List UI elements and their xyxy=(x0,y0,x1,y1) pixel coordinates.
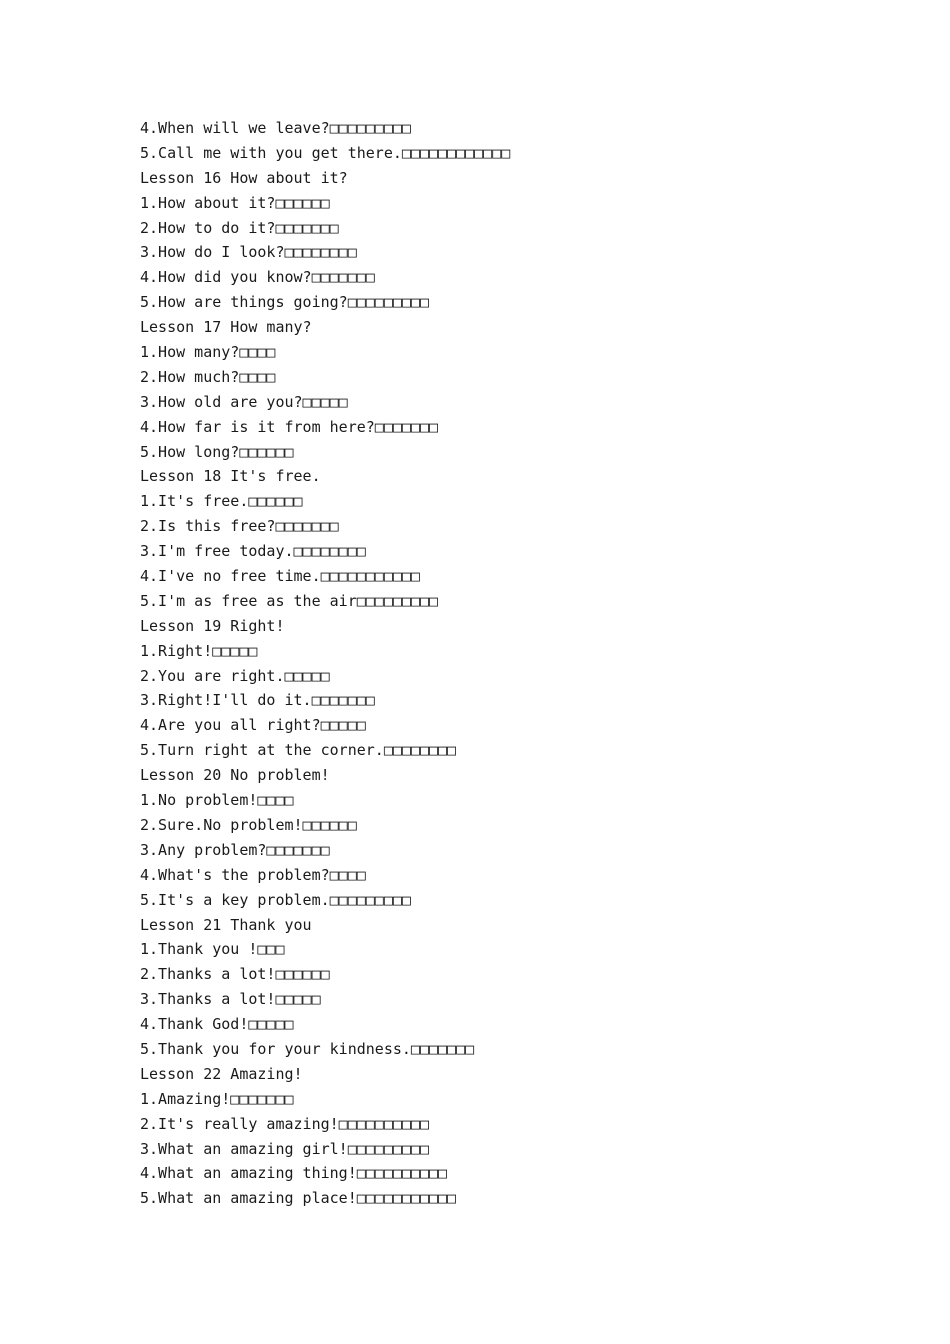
text-line: 4.Are you all right?□□□□□ xyxy=(140,716,366,735)
text-line: 4.When will we leave?□□□□□□□□□ xyxy=(140,119,411,137)
lesson-heading: Lesson 21 Thank you xyxy=(140,915,312,934)
text-line: 1.No problem!□□□□ xyxy=(140,791,294,810)
text-line: 2.Thanks a lot!□□□□□□ xyxy=(140,965,330,984)
text-line: 3.Thanks a lot!□□□□□ xyxy=(140,990,321,1009)
text-line: 4.Thank God!□□□□□ xyxy=(140,1015,294,1034)
text-line: 4.What's the problem?□□□□ xyxy=(140,865,366,884)
text-line: 4.How did you know?□□□□□□□ xyxy=(140,268,375,287)
text-line: 2.How to do it?□□□□□□□ xyxy=(140,218,339,237)
lesson-heading: Lesson 19 Right! xyxy=(140,616,285,635)
lesson-heading: Lesson 18 It's free. xyxy=(140,467,321,486)
text-line: 5.How long?□□□□□□ xyxy=(140,442,294,461)
document-body xyxy=(140,116,900,1211)
text-line: 3.Right!I'll do it.□□□□□□□ xyxy=(140,691,375,710)
text-line: 2.Is this free?□□□□□□□ xyxy=(140,517,339,536)
text-line: 5.I'm as free as the air□□□□□□□□□ xyxy=(140,591,439,610)
text-line: 5.Turn right at the corner.□□□□□□□□ xyxy=(140,741,457,760)
text-line: 3.How old are you?□□□□□ xyxy=(140,392,348,411)
text-line: 4.I've no free time.□□□□□□□□□□□ xyxy=(140,567,420,586)
text-line: 2.It's really amazing!□□□□□□□□□□ xyxy=(140,1114,429,1133)
text-line: 5.It's a key problem.□□□□□□□□□ xyxy=(140,890,411,909)
text-line: 1.How about it?□□□□□□ xyxy=(140,193,330,212)
text-line: 1.Thank you !□□□ xyxy=(140,940,285,959)
text-line: 2.Sure.No problem!□□□□□□ xyxy=(140,815,357,834)
text-line: 5.What an amazing place!□□□□□□□□□□□ xyxy=(140,1189,457,1208)
text-line: 1.It's free.□□□□□□ xyxy=(140,492,303,511)
lesson-heading: Lesson 16 How about it? xyxy=(140,168,348,187)
text-line: 3.How do I look?□□□□□□□□ xyxy=(140,243,357,262)
text-line: 5.How are things going?□□□□□□□□□ xyxy=(140,293,429,312)
text-line: 4.How far is it from here?□□□□□□□ xyxy=(140,417,439,436)
text-line: 1.Amazing!□□□□□□□ xyxy=(140,1089,294,1108)
text-line: 2.How much?□□□□ xyxy=(140,367,276,386)
text-line: 3.What an amazing girl!□□□□□□□□□ xyxy=(140,1139,429,1158)
lesson-heading: Lesson 17 How many? xyxy=(140,318,312,337)
text-line: 2.You are right.□□□□□ xyxy=(140,666,330,685)
text-line: 5.Thank you for your kindness.□□□□□□□ xyxy=(140,1039,475,1058)
text-line: 3.I'm free today.□□□□□□□□ xyxy=(140,542,366,561)
text-line: 1.How many?□□□□ xyxy=(140,343,276,362)
text-line: 5.Call me with you get there.□□□□□□□□□□□□ xyxy=(140,143,511,162)
text-line: 3.Any problem?□□□□□□□ xyxy=(140,840,330,859)
lesson-heading: Lesson 20 No problem! xyxy=(140,766,330,785)
text-line: 1.Right!□□□□□ xyxy=(140,641,258,660)
text-line: 4.What an amazing thing!□□□□□□□□□□ xyxy=(140,1164,448,1183)
lesson-heading: Lesson 22 Amazing! xyxy=(140,1064,303,1083)
